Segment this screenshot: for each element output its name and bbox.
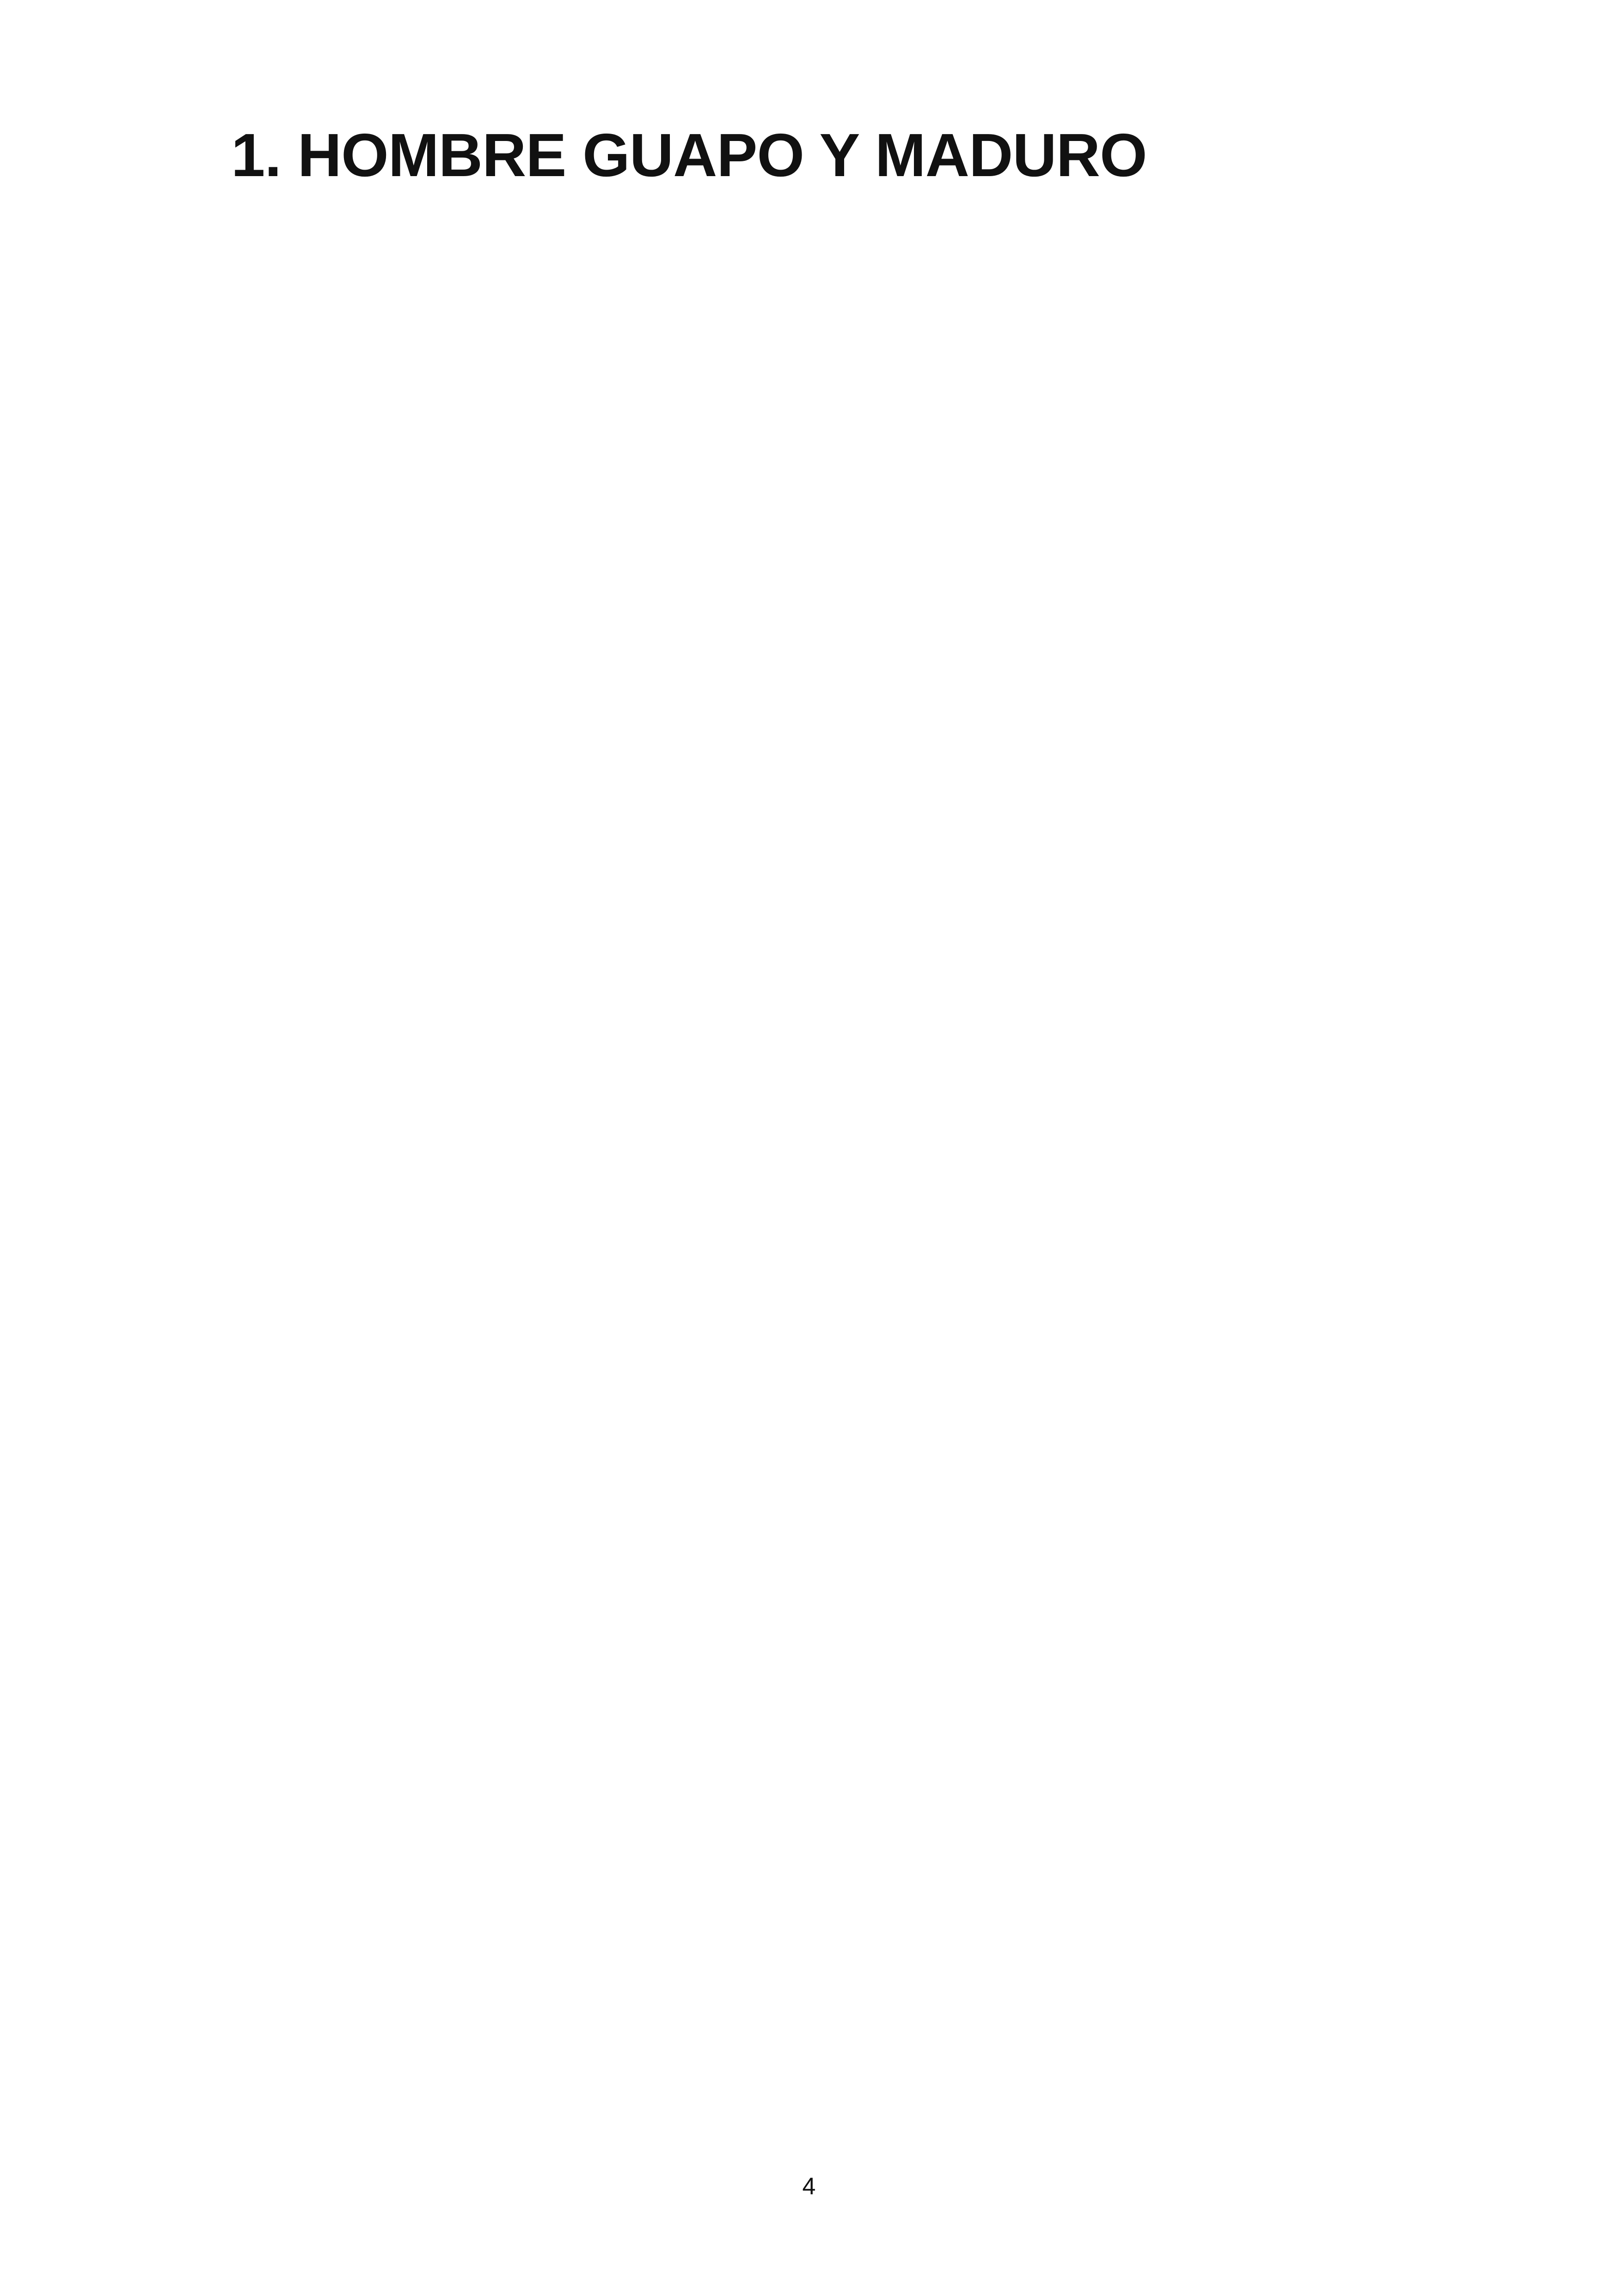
paragraph bbox=[162, 851, 1493, 915]
paragraph bbox=[162, 444, 1493, 508]
paragraph bbox=[162, 342, 1493, 407]
body-text bbox=[162, 240, 1493, 2112]
page-number: 4 bbox=[802, 2173, 816, 2200]
paragraph bbox=[162, 240, 1493, 305]
paragraph bbox=[162, 647, 1493, 712]
paragraph bbox=[162, 749, 1493, 814]
paragraph bbox=[162, 545, 1493, 610]
chapter-title: 1. HOMBRE GUAPO Y MADURO bbox=[231, 121, 1147, 189]
